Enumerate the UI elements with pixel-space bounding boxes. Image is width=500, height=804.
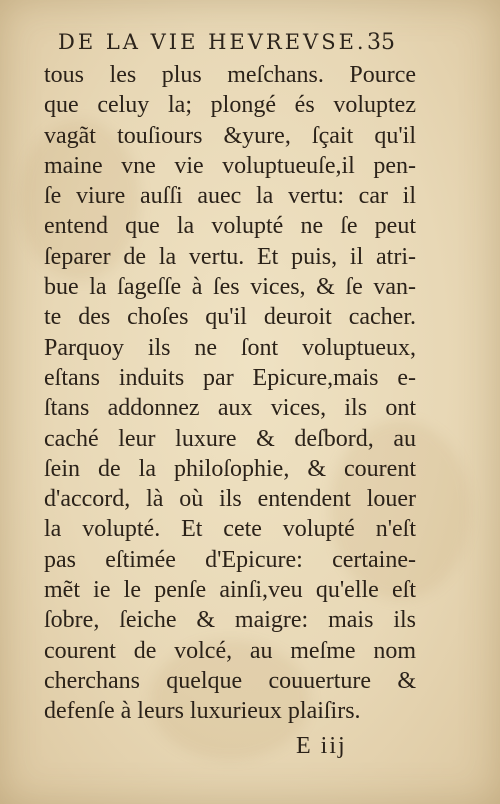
text-line: d'accord, là où ils entendent louer	[44, 486, 416, 513]
text-line: ſeparer de la vertu. Et puis, il atri-	[44, 243, 416, 270]
text-line: ſe viure auſſi auec la vertu: car il	[44, 183, 416, 210]
text-line: la volupté. Et cete volupté n'eſt	[44, 516, 416, 543]
text-line: entend que la volupté ne ſe peut	[44, 213, 416, 240]
text-line: que celuy la; plongé és voluptez	[44, 92, 416, 119]
text-line: courent de volcé, au meſme nom	[44, 637, 416, 664]
text-line: maine vne vie voluptueuſe,il pen-	[44, 152, 416, 179]
body-text	[44, 60, 416, 727]
text-line: pas eſtimée d'Epicure: certaine-	[44, 546, 416, 573]
text-line: cherchans quelque couuerture &	[44, 667, 416, 694]
text-line: defenſe à leurs luxurieux plaiſirs.	[44, 698, 361, 725]
text-line: bue la ſageſſe à ſes vices, & ſe van-	[44, 274, 416, 301]
text-line: Parquoy ils ne ſont voluptueux,	[44, 334, 416, 361]
running-title: DE LA VIE HEVREVSE.	[58, 30, 367, 54]
text-line: mẽt ie le penſe ainſi,veu qu'elle eſt	[44, 577, 416, 604]
text-line: te des choſes qu'il deuroit cacher.	[44, 304, 416, 331]
page-number: 35	[367, 30, 395, 55]
text-line: tous les plus meſchans. Pource	[44, 62, 416, 88]
text-line: caché leur luxure & deſbord, au	[44, 425, 416, 452]
signature-mark: E iij	[296, 733, 347, 759]
text-line: vagãt touſiours &yure, ſçait qu'il	[44, 122, 416, 149]
text-line: eſtans induits par Epicure,mais e-	[44, 364, 416, 391]
text-line: ſobre, ſeiche & maigre: mais ils	[44, 607, 416, 634]
text-line: ſtans addonnez aux vices, ils ont	[44, 395, 416, 422]
text-line: ſein de la philoſophie, & courent	[44, 455, 416, 482]
